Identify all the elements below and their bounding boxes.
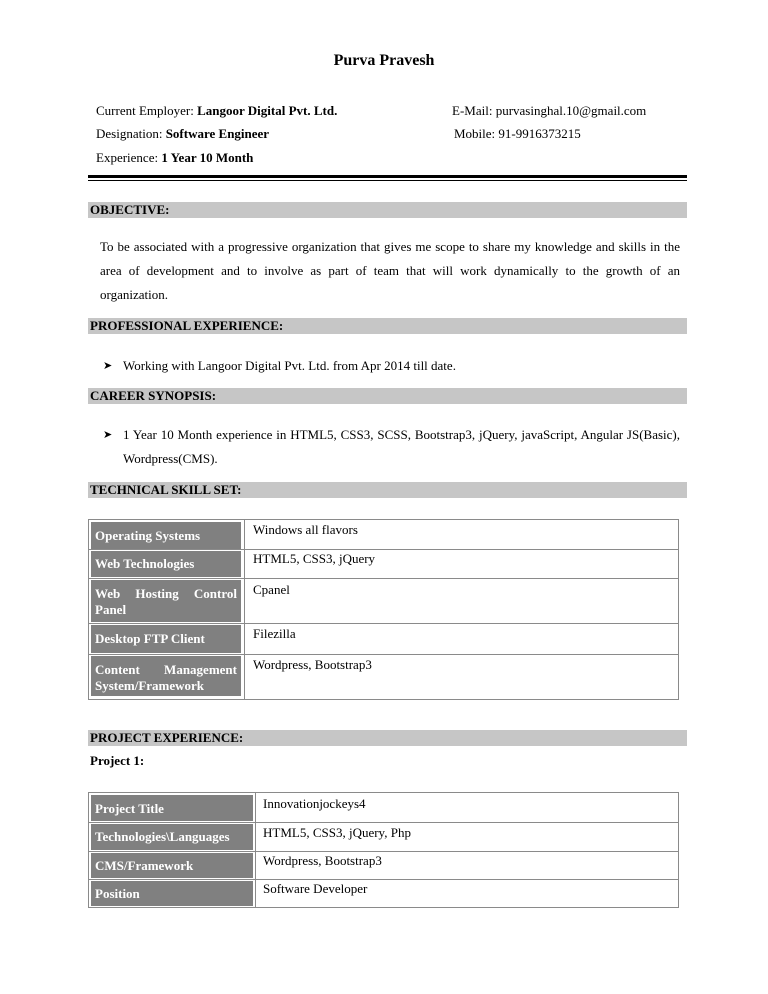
mobile-label: Mobile: xyxy=(454,126,496,141)
mobile-row xyxy=(454,126,581,142)
project-label: Position xyxy=(91,881,253,906)
candidate-name: Purva Pravesh xyxy=(333,52,435,69)
mobile-value: 91-9916373215 xyxy=(498,126,581,141)
designation-value: Software Engineer xyxy=(165,126,270,141)
employer-value: Langoor Digital Pvt. Ltd. xyxy=(197,103,338,118)
email-label: E-Mail: xyxy=(452,103,493,118)
email-row xyxy=(452,103,646,119)
project-table xyxy=(88,792,679,908)
skills-table xyxy=(88,519,679,700)
skill-label: Desktop FTP Client xyxy=(91,625,241,653)
arrow-bullet-icon: ➤ xyxy=(103,429,113,441)
employer-label: Current Employer: xyxy=(96,103,194,118)
project-value: Software Developer xyxy=(263,881,368,896)
career-item-text: 1 Year 10 Month experience in HTML5, CSS3, SCSS, Bootstrap3, jQuery, javaScript, Angular JS(Basic), Wordpress(CMS). xyxy=(123,427,680,466)
header-rule-thin xyxy=(88,180,687,181)
skill-label: Web Hosting Control Panel xyxy=(91,580,241,622)
skill-value: Wordpress, Bootstrap3 xyxy=(253,657,372,672)
experience-row xyxy=(96,150,253,166)
arrow-bullet-icon: ➤ xyxy=(103,360,113,372)
experience-value: 1 Year 10 Month xyxy=(161,150,254,165)
section-professional-experience: PROFESSIONAL EXPERIENCE: xyxy=(88,318,687,334)
skill-label: Web Technologies xyxy=(91,551,241,577)
skill-value: Cpanel xyxy=(253,582,290,597)
project-value: Innovationjockeys4 xyxy=(263,796,366,811)
experience-label: Experience: xyxy=(96,150,159,165)
designation-label: Designation: xyxy=(96,126,163,141)
project-label: Project Title xyxy=(91,795,253,821)
skill-value: HTML5, CSS3, jQuery xyxy=(253,551,376,566)
project-label: Technologies\Languages xyxy=(91,824,253,850)
skill-value: Filezilla xyxy=(253,626,296,641)
skill-label: Operating Systems xyxy=(91,522,241,549)
skill-label: Content Management System/Framework xyxy=(91,656,241,696)
project-value: Wordpress, Bootstrap3 xyxy=(263,853,382,868)
objective-text: To be associated with a progressive organization that gives me scope to share my knowledge and skills in the area of development and to involve as part of team that will work dynamically to the growth of an organization. xyxy=(100,239,680,302)
employer-row xyxy=(96,103,337,119)
project-heading: Project 1: xyxy=(90,753,145,768)
professional-item-text: Working with Langoor Digital Pvt. Ltd. from Apr 2014 till date. xyxy=(123,358,456,373)
project-label: CMS/Framework xyxy=(91,853,253,878)
section-project-experience: PROJECT EXPERIENCE: xyxy=(88,730,687,746)
section-objective: OBJECTIVE: xyxy=(88,202,687,218)
section-career-synopsis: CAREER SYNOPSIS: xyxy=(88,388,687,404)
email-value: purvasinghal.10@gmail.com xyxy=(495,103,647,118)
project-value: HTML5, CSS3, jQuery, Php xyxy=(263,825,411,840)
section-technical-skill-set: TECHNICAL SKILL SET: xyxy=(88,482,687,498)
header-rule-thick xyxy=(88,175,687,178)
designation-row xyxy=(96,126,269,142)
skill-value: Windows all flavors xyxy=(253,522,358,537)
